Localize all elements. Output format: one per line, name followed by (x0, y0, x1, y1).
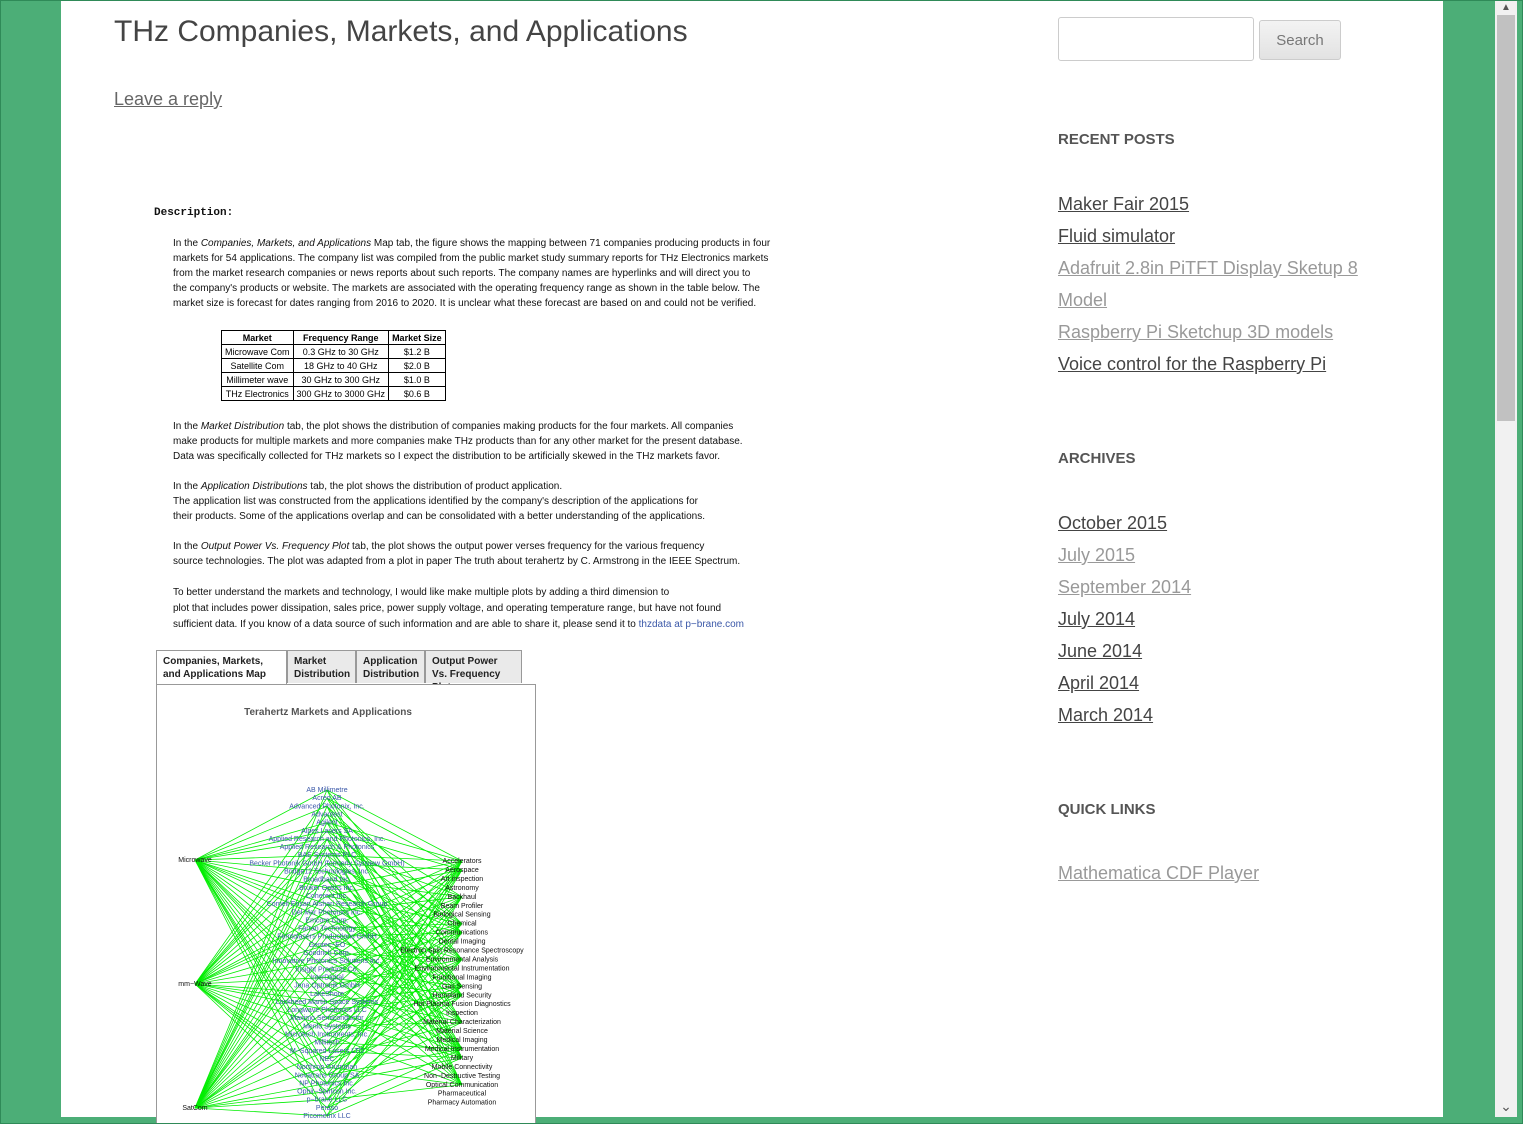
company-label[interactable]: Peraso (315, 1104, 339, 1112)
page-title: THz Companies, Markets, and Applications (114, 15, 688, 48)
application-label: Environmental Instrumentation (414, 965, 510, 973)
quick-link[interactable]: Mathematica CDF Player (1058, 863, 1260, 883)
company-label[interactable]: LakeShore (310, 990, 344, 998)
application-label: Material Science (436, 1028, 488, 1036)
scroll-up-icon[interactable]: ▲ (1501, 2, 1511, 13)
tab-market-distribution[interactable]: Market Distribution (287, 650, 356, 683)
application-label: Pharmaceutical (437, 1090, 487, 1098)
company-label[interactable]: InterDigital (310, 974, 344, 982)
application-label: Electron Spin Resonance Spectroscopy (400, 947, 524, 955)
application-label: Beam Profiler (440, 902, 484, 910)
p5-body: To better understand the markets and technology, I would like make multiple plots by adding a third dimension to plot that includes power dissipation, sales price, power supply voltage, and operating temperature range, but have not found sufficient data. If you know of a data source of such information and are able to share it, please send it to (173, 587, 722, 630)
company-label[interactable]: Menlo Systems (303, 1023, 351, 1031)
application-label: Mobile Connectivity (431, 1063, 493, 1071)
company-label[interactable]: Alpes Lasers SA (301, 827, 353, 835)
company-label[interactable]: Acreo AB (312, 795, 342, 803)
company-label[interactable]: Applied Research and Photonics, Inc. (268, 835, 386, 843)
application-label: Hot Plasma Fusion Diagnostics (413, 1001, 511, 1009)
company-label[interactable]: NP Photonics Inc. (299, 1080, 355, 1088)
frequency-table (221, 330, 446, 401)
list-item (1058, 539, 1191, 571)
company-label[interactable]: AB Millimetre (306, 787, 348, 794)
application-label: Aerospace (445, 866, 479, 874)
table-cell: THz Electronics (222, 387, 294, 401)
tab-output-power[interactable]: Output Power Vs. Frequency (425, 650, 522, 683)
recent-posts-title: RECENT POSTS (1058, 131, 1175, 148)
table-row (222, 373, 446, 387)
p2-prefix: In the (173, 421, 201, 432)
paragraph-contact (173, 585, 823, 633)
archives-title: ARCHIVES (1058, 450, 1136, 467)
table-row (222, 345, 446, 359)
tab-companies-map[interactable]: Companies, Markets, and Applications Map (156, 650, 287, 685)
table-cell: 0.3 GHz to 30 GHz (293, 345, 389, 359)
list-item (1058, 316, 1368, 348)
description-label: Description: (154, 207, 234, 219)
company-label[interactable]: Applied Research & Photonics (279, 844, 375, 852)
table-cell: Microwave Com (222, 345, 294, 359)
company-label[interactable]: Ophir−Spiricon Inc. (297, 1088, 357, 1096)
table-header: Market Size (389, 331, 446, 345)
market-label: SatCom (182, 1105, 208, 1112)
company-label[interactable]: Becker Photonik GmbH (formerly Synview GmbH) (249, 860, 405, 868)
table-cell: $2.0 B (389, 359, 446, 373)
application-label: Biological Sensing (433, 911, 491, 919)
search-input[interactable] (1058, 17, 1254, 61)
quick-links-list (1058, 857, 1259, 889)
paragraph-market-distribution (173, 419, 823, 464)
recent-post-link[interactable]: Voice control for the Raspberry Pi (1058, 354, 1327, 374)
application-label: Material Characterization (423, 1019, 501, 1027)
archive-link[interactable]: July 2015 (1058, 545, 1136, 565)
p2-body: tab, the plot shows the distribution of companies making products for the four markets. All companies make products for multiple markets and more companies make THz products than for any other market for the present database. Data was specifically collected for THz markets so I expect the distribution to be artificially skewed in the THz markets favor. (173, 421, 743, 462)
company-label[interactable]: Del Mar Photonics Inc. (291, 909, 363, 917)
tab-application-distribution[interactable]: Application Distribution (356, 650, 425, 683)
company-label[interactable]: Insight Products Co. (295, 966, 359, 974)
application-label: Gas Sensing (441, 983, 483, 991)
paragraph-output-power (173, 539, 823, 569)
p1-prefix: In the (173, 238, 201, 249)
list-item (1058, 220, 1368, 252)
application-label: Functional Imaging (432, 974, 492, 982)
contact-email-link[interactable]: thzdata at p−brane.com (638, 619, 745, 630)
list-item (1058, 667, 1191, 699)
application-label: Accelerators (442, 858, 482, 865)
company-label[interactable]: Longwave Photonics LLC (287, 1007, 367, 1015)
market-application-map (157, 685, 535, 1124)
company-label[interactable]: Advanced Photonix, Inc. (289, 803, 365, 811)
recent-post-link[interactable]: Fluid simulator (1058, 226, 1176, 246)
company-label[interactable]: NEC (319, 1055, 335, 1063)
recent-post-link[interactable]: Adafruit 2.8in PiTFT Display Sketup 8 Model (1058, 258, 1358, 310)
leave-reply-link[interactable]: Leave a reply (114, 89, 223, 109)
table-cell: 30 GHz to 300 GHz (293, 373, 389, 387)
market-label: Microwave (178, 857, 212, 864)
application-label: Environmental Analysis (425, 956, 499, 964)
p3-prefix: In the (173, 481, 201, 492)
p2-emphasis: Market Distribution (200, 421, 285, 432)
list-item (1058, 571, 1191, 603)
table-cell: 18 GHz to 40 GHz (293, 359, 389, 373)
p4-body: tab, the plot shows the output power verses frequency for the various frequency source technologies. The plot was adapted from a plot in paper The truth about terahertz by C. Armstrong in the IEEE Spectrum. (173, 541, 741, 567)
application-label: Astronomy (445, 884, 479, 892)
recent-post-link[interactable]: Raspberry Pi Sketchup 3D models (1058, 322, 1334, 342)
recent-post-link[interactable]: Maker Fair 2015 (1058, 194, 1190, 214)
company-label[interactable]: Maximo Semiconductor (290, 1015, 364, 1023)
table-cell: $0.6 B (389, 387, 446, 401)
company-label[interactable]: Emcore Corp. (305, 917, 349, 925)
company-label[interactable]: Agilent (316, 819, 338, 827)
list-item (1058, 507, 1191, 539)
market-label: mm−Wave (178, 981, 212, 988)
list-item (1058, 348, 1368, 380)
application-label: Optical Communication (425, 1081, 499, 1089)
list-item (1058, 188, 1368, 220)
application-label: Dental Imaging (438, 938, 486, 946)
table-row (222, 359, 446, 373)
p4-emphasis: Output Power Vs. Frequency Plot (200, 541, 350, 552)
list-item (1058, 635, 1191, 667)
map-title: Terahertz Markets and Applications (244, 707, 412, 718)
company-label[interactable]: Innovative Photonics Solutions Inc. (272, 958, 382, 966)
list-item (1058, 252, 1368, 316)
company-label[interactable]: Jena Optronik GmbH (294, 982, 360, 990)
company-label[interactable]: Coherent Inc. (305, 892, 349, 900)
search-button[interactable]: Search (1259, 20, 1341, 60)
company-label[interactable]: Goodrich Corp. (303, 950, 351, 957)
company-label[interactable]: Lockheed Martin Space Systems (275, 998, 379, 1006)
company-label[interactable]: Cornell Ensan Afshari Research Group (266, 901, 388, 909)
application-label: Non−Destructive Testing (424, 1072, 500, 1080)
scroll-down-icon[interactable]: ⌄ (1500, 1098, 1512, 1114)
paragraph-companies (173, 236, 823, 311)
table-header: Frequency Range (293, 331, 389, 345)
archive-link[interactable]: July 2014 (1058, 609, 1136, 629)
list-item (1058, 603, 1191, 635)
p1-emphasis: Companies, Markets, and Applications (200, 238, 372, 249)
company-label[interactable]: Broadband Inc. (303, 876, 351, 884)
archive-link[interactable]: April 2014 (1058, 673, 1140, 693)
company-label[interactable]: Bruker Optics Inc. (299, 884, 355, 892)
table-header-row (222, 331, 446, 345)
table-cell: Satellite Com (222, 359, 294, 373)
company-label[interactable]: Gentec−EO (308, 941, 346, 949)
scrollbar-thumb[interactable] (1497, 15, 1515, 421)
recent-posts-list (1058, 188, 1368, 380)
company-label[interactable]: Advantest (311, 811, 343, 819)
archive-link[interactable]: March 2014 (1058, 705, 1154, 725)
p4-prefix: In the (173, 541, 201, 552)
table-header: Market (222, 331, 294, 345)
company-label[interactable]: Picometrix LLC (303, 1113, 351, 1120)
p3-emphasis: Application Distributions (200, 481, 308, 492)
application-label: Pharmacy Automation (427, 1099, 497, 1107)
company-label[interactable]: Bridge12 Technologies, Inc. (284, 868, 370, 876)
archive-link[interactable]: October 2015 (1058, 513, 1168, 533)
paragraph-application-distribution (173, 479, 823, 524)
table-cell: $1.0 B (389, 373, 446, 387)
application-label: Inspection (446, 1010, 478, 1018)
quick-links-title: QUICK LINKS (1058, 801, 1156, 818)
company-label[interactable]: Novatrans Group SA (294, 1072, 360, 1080)
list-item (1058, 857, 1259, 889)
application-label: Backhaul (447, 893, 477, 901)
company-label[interactable]: Microtech Instruments, Inc. (284, 1031, 370, 1039)
archives-list (1058, 507, 1191, 731)
company-label[interactable]: BAE Systems PLC (297, 852, 357, 860)
company-label[interactable]: M−Squared Lasers LTD (290, 1047, 364, 1055)
table-row (222, 387, 446, 401)
company-label[interactable]: p−brane LLC (306, 1096, 348, 1104)
archive-link[interactable]: June 2014 (1058, 641, 1143, 661)
application-label: Military (450, 1054, 474, 1062)
company-label[interactable]: Millitech (314, 1039, 340, 1047)
table-cell: 300 GHz to 3000 GHz (293, 387, 389, 401)
p1-body: Map tab, the figure shows the mapping between 71 companies producing products in four markets for 54 applications. The company list was compiled from the public market study summary reports for THz Electronics markets from the market research companies or news reports about such reports. The company names are hyperlinks and will direct you to the company's products or website. The markets are associated with the operating frequency range as shown in the table below. The market size is forecast for dates ranging from 2016 to 2020. It is unclear what these forecast are based on and could not be verified. (173, 238, 771, 309)
list-item (1058, 699, 1191, 731)
p3-body: tab, the plot shows the distribution of product application. The application list was constructed from the applications identified by the company's description of the applications for their products. Some of the applications overlap and can be consolidated with a better understanding of the applications. (173, 481, 706, 522)
application-label: Homeland Security (432, 992, 492, 1000)
company-label[interactable]: Northrop Grumman (296, 1064, 358, 1072)
map-panel (156, 684, 536, 1124)
application-label: Chemical (447, 920, 477, 928)
company-label[interactable]: Femtolasers Productions GmbH (277, 933, 377, 941)
company-label[interactable]: Farran Technology (298, 925, 356, 933)
application-label: Medical Imaging (436, 1037, 488, 1044)
archive-link[interactable]: September 2014 (1058, 577, 1192, 597)
table-cell: $1.2 B (389, 345, 446, 359)
application-label: Medical Instrumentation (424, 1045, 500, 1053)
application-label: Art inspection (440, 875, 484, 883)
table-cell: Millimeter wave (222, 373, 294, 387)
application-label: Communications (435, 929, 489, 937)
